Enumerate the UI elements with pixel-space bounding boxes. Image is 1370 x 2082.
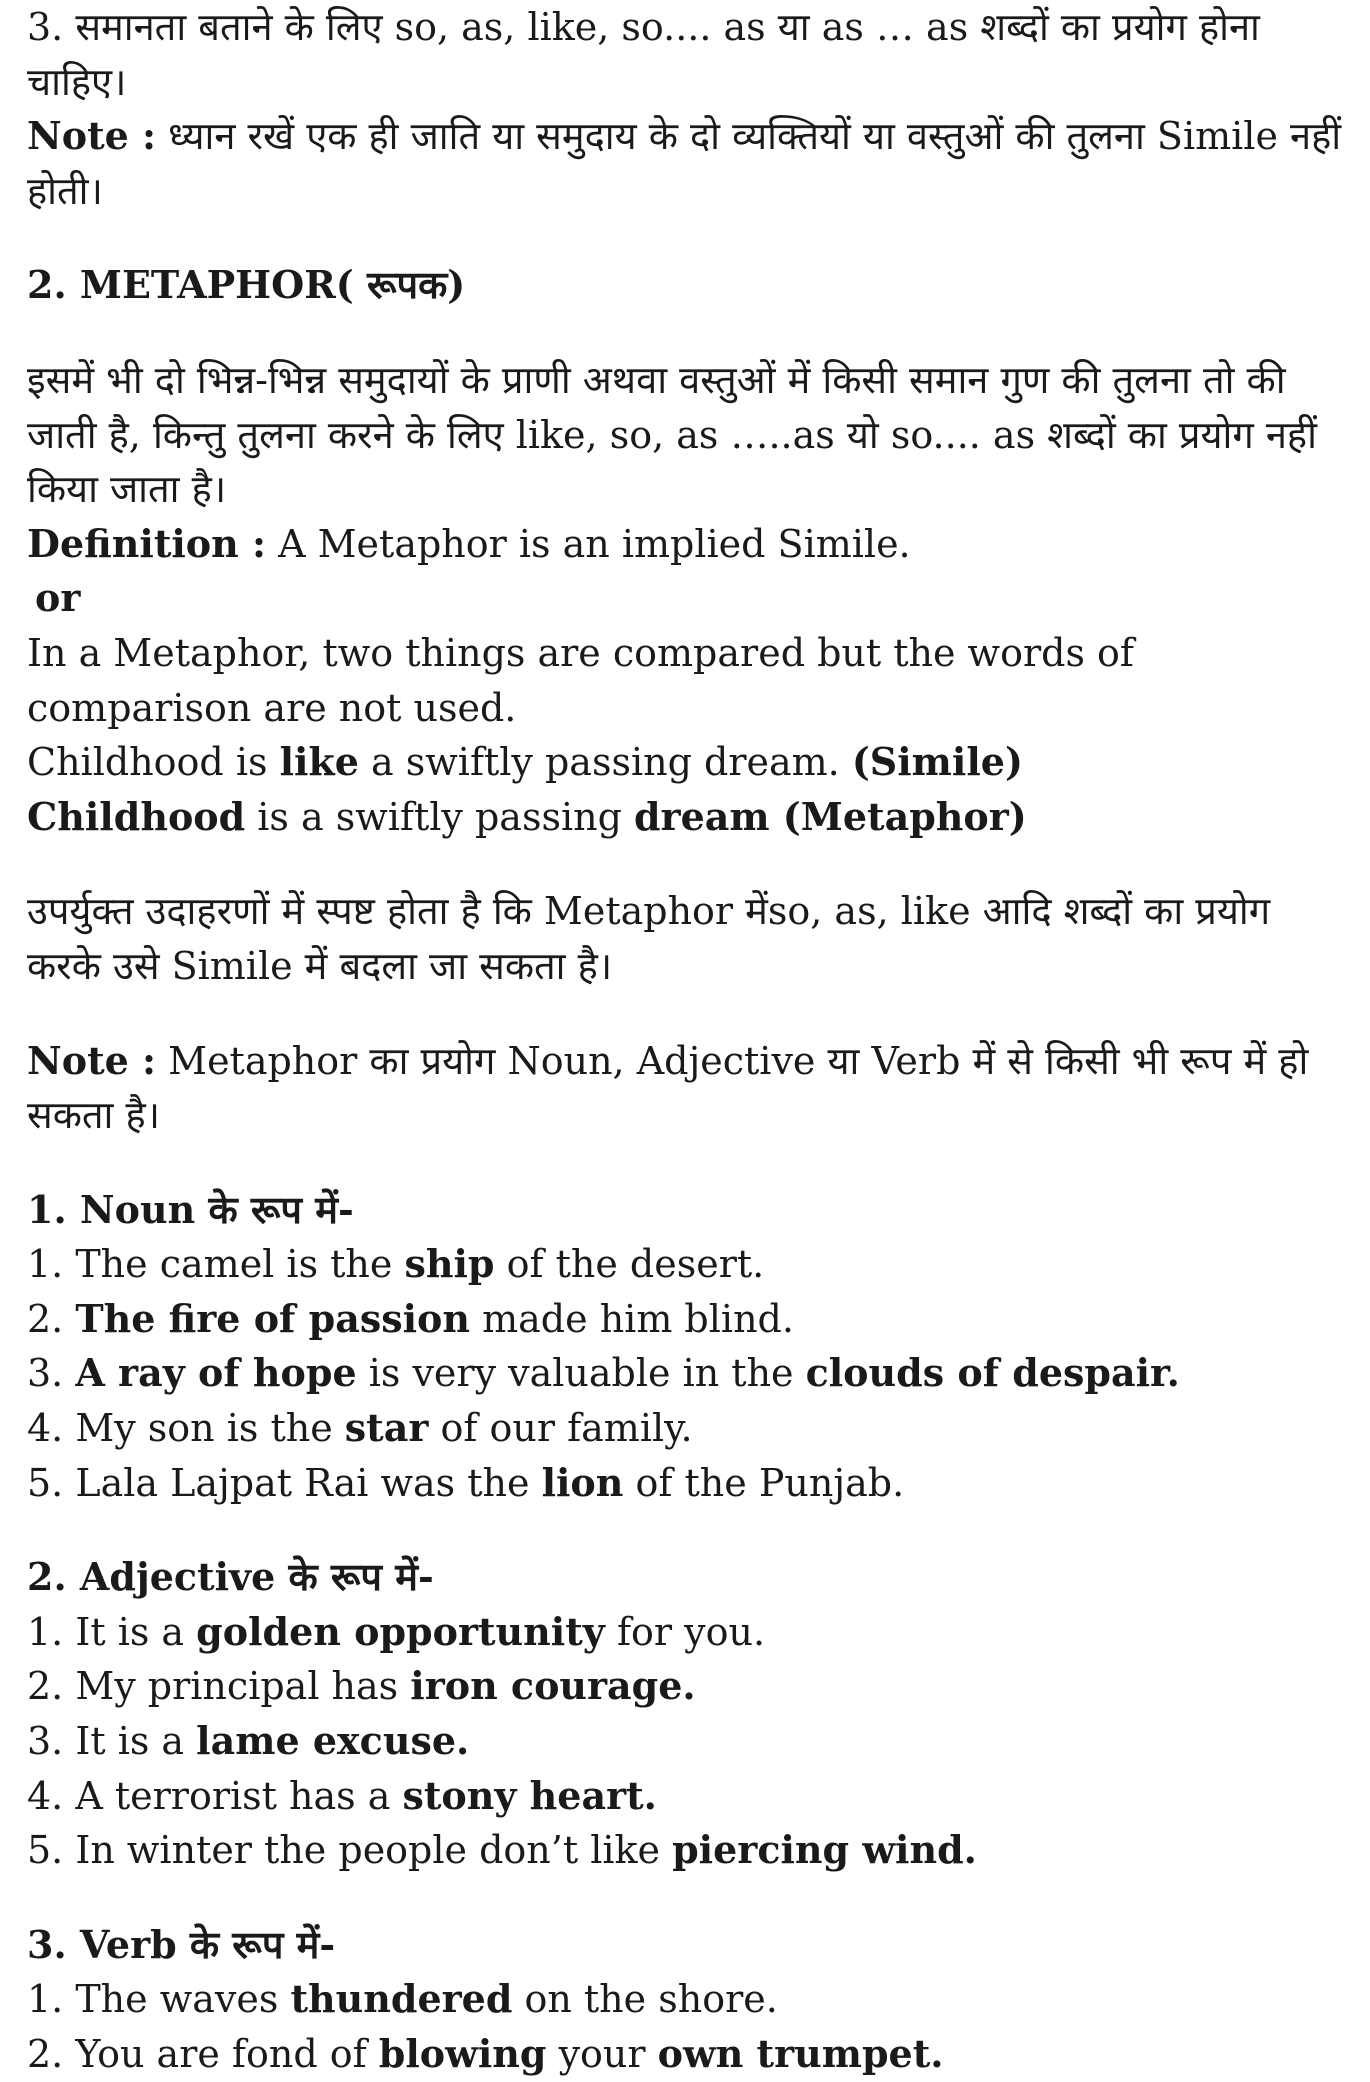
note-label: Note : [27, 113, 157, 159]
metaphor-heading: 2. METAPHOR( रूपक) [27, 262, 466, 308]
list-item: 1. The waves thundered on the shore. [27, 1976, 778, 2022]
definition-label: Definition : [27, 520, 267, 566]
document-page [27, 0, 1354, 2082]
simile-point-3: 3. समानता बताने के लिए so, as, like, so.... as या as … as शब्दों का प्रयोग होना चाहिए। [27, 5, 1272, 104]
list-item: 4. A terrorist has a stony heart. [27, 1772, 657, 1818]
adjective-heading: 2. Adjective के रूप में- [27, 1554, 434, 1600]
definition-text: A Metaphor is an implied Simile. [266, 521, 911, 566]
list-item: 3. A ray of hope is very valuable in the clouds of despair. [27, 1350, 1180, 1396]
list-item: 2. My principal has iron courage. [27, 1663, 696, 1709]
metaphor-usage-note [27, 1034, 1347, 1143]
list-item: 2. You are fond of blowing your own trumpet. [27, 2031, 944, 2076]
or-connector: or [35, 575, 81, 621]
list-item: 2. The fire of passion made him blind. [27, 1295, 794, 1341]
metaphor-definition [27, 517, 1347, 572]
verb-heading: 3. Verb के रूप में- [27, 1921, 336, 1967]
metaphor-example: Childhood is a swiftly passing dream (Metaphor) [27, 793, 1027, 839]
usage-note-text: Metaphor का प्रयोग Noun, Adjective या Verb में से किसी भी रूप में हो सकता है। [27, 1038, 1321, 1138]
list-item: 1. The camel is the ship of the desert. [27, 1241, 765, 1287]
list-item: 5. In winter the people don’t like piercing wind. [27, 1827, 977, 1873]
metaphor-alt-definition: In a Metaphor, two things are compared but the words of comparison are not used. [27, 630, 1147, 730]
simile-note [27, 109, 1354, 218]
usage-note-label: Note : [27, 1037, 157, 1083]
list-item: 1. It is a golden opportunity for you. [27, 1608, 766, 1654]
list-item: 5. Lala Lajpat Rai was the lion of the Punjab. [27, 1459, 905, 1505]
metaphor-conversion-note: उपर्युक्त उदाहरणों में स्पष्ट होता है कि Metaphor मेंso, as, like आदि शब्दों का प्रयोग करके उसे Simile में बदला जा सकता है। [27, 889, 1283, 988]
list-item: 4. My son is the star of our family. [27, 1405, 693, 1451]
noun-heading: 1. Noun के रूप में- [27, 1186, 354, 1232]
list-item: 3. It is a lame excuse. [27, 1718, 470, 1764]
simile-example: Childhood is like a swiftly passing dream. (Simile) [27, 739, 1023, 785]
note-text: ध्यान रखें एक ही जाति या समुदाय के दो व्यक्तियों या वस्तुओं की तुलना Simile नहीं होती। [27, 114, 1354, 213]
metaphor-description: इसमें भी दो भिन्न-भिन्न समुदायों के प्राणी अथवा वस्तुओं में किसी समान गुण की तुलना तो की जाती है, किन्तु तुलना करने के लिए like, so, as …..as यो so.... as शब्दों का प्रयोग नहीं किया जाता है। [27, 357, 1330, 512]
